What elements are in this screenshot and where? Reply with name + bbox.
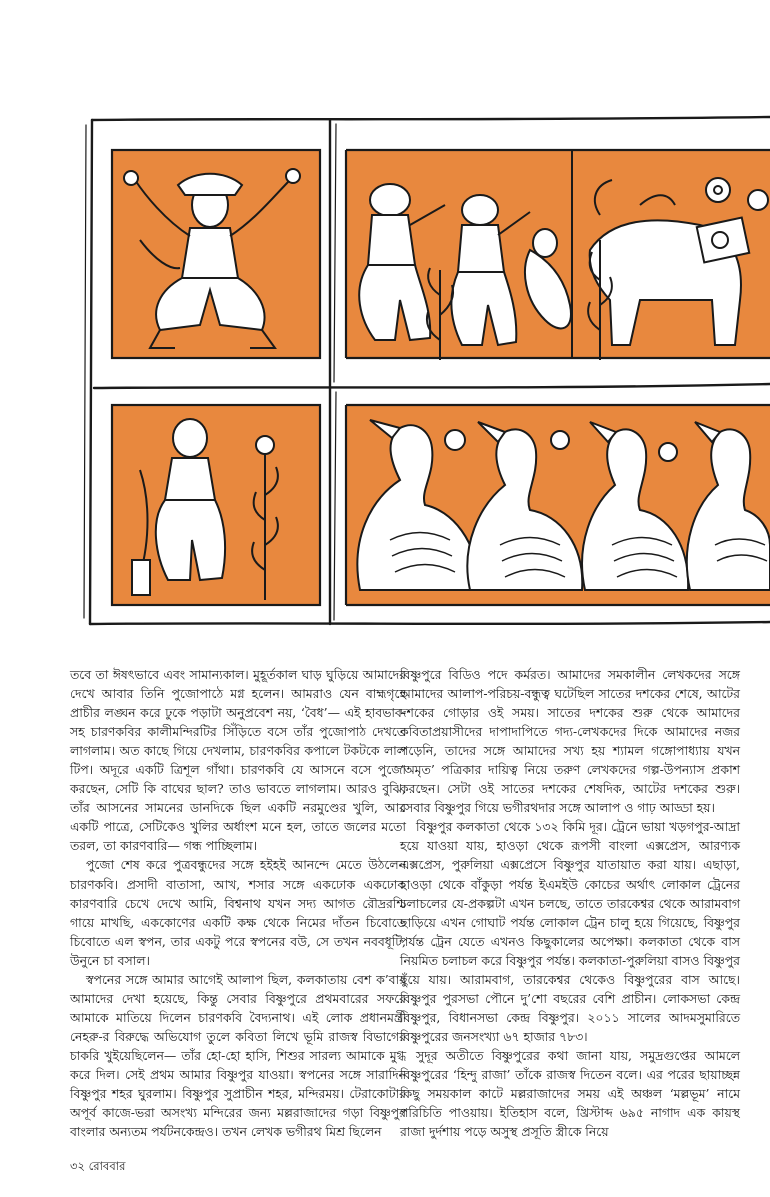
paragraph: বিষ্ণুপুর কলকাতা থেকে ১৩২ কিমি দূর। ট্রেনে ভায়া খড়গপুর-আদ্রা হয়ে যাওয়া যায়, হাওড়া থেকে রূপসী বাংলা এক্সপ্রেস, আরণ্যক এক্সপ্রেস, পুরুলিয়া এক্সপ্রেসে বিষ্ণুপুর যাতায়াত করা যায়। এছাড়া, হাওড়া থেকে বাঁকুড়া পর্যন্ত ইএমইউ কোচের অর্থাৎ লোকাল ট্রেনের চলাচলের যে-প্রকল্পটা এখন চলছে, তাতে তারকেশ্বর থেকে আরামবাগ ছাড়িয়ে এখন গোঘাট পর্যন্ত লোকাল ট্রেন চালু হয়ে গিয়েছে, বিষ্ণুপুর পর্যন্ত ট্রেন যেতে এখনও কিছুকালের অপেক্ষা। কলকাতা থেকে বাস নিয়মিত চলাচল করে বিষ্ণুপুর পর্যন্ত। কলকাতা-পুরুলিয়া বাসও বিষ্ণুপুর ছুঁয়ে যায়। আরামবাগ, তারকেশ্বর থেকেও বিষ্ণুপুরের বাস আছে। বিষ্ণুপুর পুরসভা পৌনে দু’শো বছরের বেশি প্রাচীন। লোকসভা কেন্দ্র বিষ্ণুপুর, বিধানসভা কেন্দ্র বিষ্ণুপুর। ২০১১ সালের আদমসুমারিতে বিষ্ণুপুরের জনসংখ্যা ৬৭ হাজার ৭৮৩। bbox=[400, 819, 740, 1044]
page-folio: ৩২ রোববার bbox=[70, 1159, 126, 1173]
paragraph: স্বপনের সঙ্গে আমার আগেই আলাপ ছিল, কলকাতায় বেশ ক’বার আমাদের দেখা হয়েছে, কিন্তু সেবার বিষ্ণুপুরে প্রথমবারের সফরে আমাকে মাতিয়ে দিলেন চারণকবি বৈদ্যনাথ। এই লোক প্রধানমন্ত্রী নেহরু-র বিরুদ্ধে অভিযোগ তুলে কবিতা লিখে ভূমি রাজস্ব বিভাগের চাকরি খুইয়েছিলেন— তাঁর হো-হো হাসি, শিশুর সারল্য আমাকে মুগ্ধ করে দিল। সেই প্রথম আমার বিষ্ণুপুর যাওয়া। স্বপনের সঙ্গে সারাদিন বিষ্ণুপুর শহর ঘুরলাম। বিষ্ণুপুর সুপ্রাচীন শহর, মন্দিরময়। টেরাকোটার অপূর্ব কাজে-ভরা অসংখ্য মন্দিরের জন্য মল্লরাজাদের গড়া বিষ্ণুপুর বাংলার অন্যতম পর্যটনকেন্দ্রও। তখন লেখক ভগীরথ মিশ্র ছিলেন bbox=[70, 971, 406, 1140]
panel-dancer bbox=[112, 150, 320, 358]
paragraph: তবে তা ঈষৎভাবে এবং সামান্যকাল। মুহূর্তকাল ঘাড় ঘুড়িয়ে আমাদের দেখে আবার তিনি পুজোপাঠে মগ্ন হলেন। আমরাও যেন বাহ্মগৃহে প্রাচীর লঙ্ঘন করে ঢুকে পড়াটা অনুপ্রবেশ নয়, ‘বৈধ’— এই হাবভাব-সহ চারণকবির কালীমন্দিরটির সিঁড়িতে বসে তাঁর পুজোপাঠ দেখতে লাগলাম। অত কাছে গিয়ে দেখলাম, চারণকবির কপালে টকটকে লাল টিপ। অদূরে একটি ত্রিশূল গাঁথা। চারণকবি যে আসনে বসে পুজো করছেন, সেটি কি বাঘের ছাল? তাও ভাবতে লাগলাম। আরও বুঝি, তাঁর আসনের সামনের ডানদিকে ছিল একটি নরমুণ্ডের খুলি, আর একটি পাত্রে, সেটিকেও খুলির অর্ধাংশ মনে হল, তাতে জলের মতো তরল, তা কারণবারি— গন্ধ পাচ্ছিলাম। bbox=[70, 667, 406, 854]
panel-ducks bbox=[346, 405, 770, 605]
left-text-column bbox=[70, 665, 406, 1141]
right-text-column bbox=[400, 665, 740, 1141]
paragraph: বিষ্ণুপুরে বিডিও পদে কর্মরত। আমাদের সমকালীন লেখকদের সঙ্গে আমাদের আলাপ-পরিচয়-বন্ধুত্ব ঘটেছিল সাতের দশকের শেষে, আটের দশকের গোড়ার ওই সময়। সাতের দশকের শুরু থেকে আমাদের কবিতাপ্রয়াসীদের দাপাদাপিতে গদ্য-লেখকদের দিকে আমাদের নজর পড়েনি, তাদের সঙ্গে আমাদের সখ্য হয় শ্যামল গঙ্গোপাধ্যায় যখন ‘অমৃত’ পত্রিকার দায়িত্ব নিয়ে তরুণ লেখকদের গল্প-উপন্যাস প্রকাশ করছেন। সেটা ওই সাতের দশকের শেষদিক, আটের দশকের শুরু। সেবার বিষ্ণুপুর গিয়ে ভগীরথদার সঙ্গে আলাপ ও গাঢ় আড্ডা হয়। bbox=[400, 667, 740, 816]
paragraph: পুজো শেষ করে পুত্রবন্ধুদের সঙ্গে হইহই আনন্দে মেতে উঠলেন চারণকবি। প্রসাদী বাতাসা, আখ, শসার সঙ্গে একঢোক একঢোক কারণবারি চেখে দেখে আমি, বিশ্বনাথ যখন সদ্য আগত রৌদ্ররশ্মি গায়ে মাখছি, এককোণের একটি কক্ষ থেকে নিমের দাঁতন চিবোতে চিবোতে এল স্বপন, তার একটু পরে স্বপনের বউ, সে তখন নববধূটি, উনুনে চা বসাল। bbox=[70, 857, 406, 968]
paragraph: সুদূর অতীতে বিষ্ণুপুরের কথা জানা যায়, সমুদ্রগুপ্তের আমলে বিষ্ণুপুরের ‘হিন্দু রাজা’ তাঁকে রাজস্ব দিতেন বলে। এর পরের ছায়াচ্ছন্ন কিছু সময়কাল কাটে মল্লরাজাদের সময় এই অঞ্চল ‘মল্লভূম’ নামে পরিচিতি পাওয়ায়। ইতিহাস বলে, খ্রিস্টাব্দ ৬৯৫ নাগাদ এক কায়স্থ রাজা দুর্দশায় পড়ে অসুস্থ প্রসূতি স্ত্রীকে নিয়ে bbox=[400, 1047, 740, 1140]
panel-figure-plant bbox=[112, 405, 320, 605]
panel-musicians-bull bbox=[346, 150, 770, 360]
